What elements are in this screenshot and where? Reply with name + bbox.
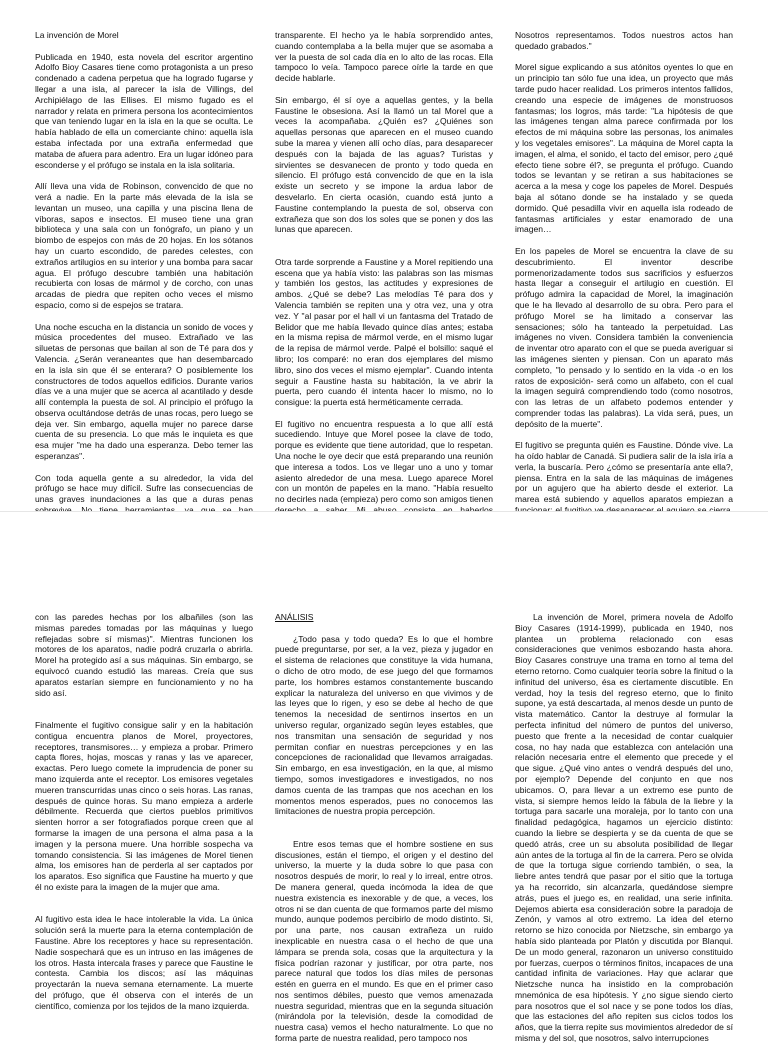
document-page-top: [0, 0, 768, 512]
paragraph: Publicada en 1940, esta novela del escritor argentino Adolfo Bioy Casares tiene como protagonista a un preso condenado a cadena perpetua que ha logrado fugarse y llegar a una isla, al parecer la isla de Villings, del Archipiélago de las Ellises. El mismo fugado es el narrador y relata en primera persona los acontecimientos que van teniendo lugar en la isla en la que se oculta. Le había hablado de ella un comerciante chino: aquella isla estaba infectada por una extraña enfermedad que mataba de afuera para adentro. Era un lugar idóneo para esconderse y el prófugo se instala en la isla solitaria.: [35, 51, 253, 170]
paragraph: Allí lleva una vida de Robinson, convencido de que no verá a nadie. En la parte más elevada de la isla se levantan un museo, una capilla y una piscina llena de víboras, sapos e insectos. El museo tiene una gran biblioteca y una sala con un fonógrafo, un piano y un biombo de espejos con más de 20 hojas. En los sótanos hay un cuarto escondido, de paredes celestes, con extraños artilugios en su interior y una bomba para sacar agua. El prófugo descubre también una habitación recubierta con losas de mármol y de corcho, con unas arcadas de piedra que repiten ocho veces el mismo espacio, como si de espejos se tratara.: [35, 181, 253, 310]
text-column-left: [35, 30, 253, 510]
paragraph: Sin embargo, él sí oye a aquellas gentes, y la bella Faustine le obsesiona. Así la llamó un tal Morel que a veces la acompañaba. ¿Quién es? ¿Quiénes son aquellas personas que aparecen en el museo cuando sube la marea y vienen allí ocho días, para desaparecer después con la bajada de las aguas? Turistas y sirvientes se desvanecen de pronto y todo queda en silencio. El prófugo está convencido de que en la isla existe un secreto y se impone la ardua labor de desvelarlo. En cierta ocasión, cuando está junto a Faustine contemplando la puesta de sol, observa con extrañeza que son dos los soles que se ponen y dos las lunas que aparecen.: [275, 94, 493, 235]
paragraph: con las paredes hechas por los albañiles (son las mismas paredes tomadas por las máquinas y luego reflejadas sobre sí mismas)". Mientras funcionen los motores de los aparatos, nadie podrá cruzarla o abrirla. Morel ha protegido así a sus máquinas. Sin embargo, se equivocó cuando estudió las mareas. Creía que sus aparatos estarían siempre en funcionamiento y no ha sido así.: [35, 612, 253, 698]
paragraph: transparente. El hecho ya le había sorprendido antes, cuando contemplaba a la bella mujer que se asomaba a ver la puesta de sol cada día en lo alto de las rocas. Ella tampoco lo veía. Tampoco parece oírle la tarde en que decide hablarle.: [275, 30, 493, 84]
paragraph: Con toda aquella gente a su alrededor, la vida del prófugo se hace muy difícil. Sufre las consecuencias de unas graves inundaciones a las que a duras penas: [35, 472, 253, 505]
paragraph: Entre esos temas que el hombre sostiene en sus discusiones, están el tiempo, el origen y el destino del universo, la muerte y la duda sobre lo que pasa con nosotros después de morir, lo real y lo irreal, entre otros. De manera general, queda incómoda la idea de que nuestra existencia es inexorable y de que, a veces, los otros ni se dan cuenta de que formamos parte del mismo mundo, aunque podemos percibirlo de modo distinto. Si, por una parte, nos causan extrañeza un ruido inexplicable en nuestra casa o el hecho de que una lámpara se prenda sola, cosas que la arquitectura y la física podrían razonar y justificar, por otra parte, nos parece natural que todos los días miles de personas estén en guerra en el mundo. Es que en el primer caso nos sentimos débiles, puesto que vemos amenazada nuestra seguridad, mientras que en la segunda situación (mirándola por la televisión, desde la comodidad de nuestra casa) vemos el hecho naturalmente. Lo que no forma parte de nuestra realidad, pero tampoco nos: [275, 838, 493, 1044]
paragraph: El fugitivo no encuentra respuesta a lo que allí está sucediendo. Intuye que Morel posee la clave de todo, porque es evidente que tiene autoridad, que lo respetan. Una noche le oye decir que está preparando una reunión que interesa a todos. Los ve llegar uno a uno y tomar asiento alrededor de una mesa. Luego aparece Morel con un montón de papeles en la mano. "Había resuelto no decirles nada (empieza) pero como son amigos tienen: [275, 418, 493, 505]
document-page-bottom: [0, 512, 768, 1044]
text-column-middle: [275, 612, 493, 1044]
paragraph: Finalmente el fugitivo consigue salir y en la habitación contigua encuentra planos de Morel, proyectores, receptores, transmisores… y empieza a probar. Primero capta flores, hojas, moscas y ranas y las ve aparecer, exactas. Pero luego comete la imprudencia de poner su mano izquierda ante el receptor. Los emisores vegetales mueren transcurridas unas cinco o seis horas. Las ranas, después de quince horas. Su mano empieza a arderle débilmente. Recuerda que ciertos pueblos primitivos sienten horror a ser fotografiados porque creen que al formarse la imagen de una persona el alma pasa a la imagen y la persona muere. Una horrible sospecha va tomando consistencia. Si las imágenes de Morel tienen alma, los emisores han de perderla al ser captados por los aparatos. Eso significa que Faustine ha muerto y que él no existe para la imagen de la mujer que ama.: [35, 719, 253, 892]
paragraph: ¿Todo pasa y todo queda? Es lo que el hombre puede preguntarse, por ser, a la vez, pieza y jugador en el sistema de relaciones que constituye la vida humana, o dicho de otro modo, de ese juego del que formamos parte, los hombres estamos constantemente buscando explicar la naturaleza del universo en que vivimos y de las leyes que lo rigen, y eso se debe al hecho de que tenemos la necesidad de sentirnos insertos en un universo regular, organizado según leyes estables, que nos transmitan una sensación de seguridad y nos permitan confiar en nuestras percepciones y en las concepciones de racionalidad que llevamos arraigadas. Sin embargo, en esa investigación, en la que, al mismo tiempo, somos investigadores e investigados, no nos damos cuenta de las trampas que nos acechan en los momentos menos esperados, pues no conocemos las limitaciones de nuestra propia percepción.: [275, 633, 493, 817]
paragraph: Nosotros representamos. Todos nuestros actos han quedado grabados.": [515, 30, 733, 51]
text-column-left: [35, 612, 253, 1022]
text-column-right: [515, 612, 733, 1044]
document-title: La invención de Morel: [35, 30, 119, 40]
paragraph: Al fugitivo esta idea le hace intolerable la vida. La única solución será la muerte para la eterna contemplación de Faustine. Abre los receptores y hace su representación. Nadie sospechará que es un intruso en las imágenes de los otros. Hasta intercala frases y parece que Faustine le contesta. Cambia los discos; así las máquinas proyectarán la nueva semana eternamente. La muerte del prófugo, que él observa con el interés de un científico, comienza por los tejidos de la mano izquierda.: [35, 914, 253, 1011]
paragraph: En los papeles de Morel se encuentra la clave de su descubrimiento. El inventor describe pormenorizadamente todos sus sacrificios y esfuerzos hasta llegar a conseguir el artilugio en cuestión. El prófugo admira la capacidad de Morel, la imaginación que le ha llevado al desarrollo de su obra. Pero para el prófugo Morel se ha limitado a conservar las sensaciones; sólo ha tanteado la perpetuidad. Las imágenes no viven. Considera también la conveniencia de inventar otro aparato con el que se pueda averiguar si las imágenes sienten y piensan. Con un aparato más completo, "lo pensado y lo sentido en la vida -o en los ratos de exposición- será como un alfabeto, con el cual la imagen seguirá comprendiendo todo (como nosotros, con las letras de un alfabeto podemos entender y comprender todas las palabras). La vida será, pues, un depósito de la muerte".: [515, 245, 733, 429]
section-heading: ANÁLISIS: [275, 612, 314, 622]
paragraph: Morel sigue explicando a sus atónitos oyentes lo que en un principio tan sólo fue una idea, un proyecto que más tarde pudo hacer realidad. Los primeros intentos fallidos, creando una especie de imágenes de monstruosos fantasmas; los logros, más tarde: "La hipótesis de que las imágenes tengan alma parece confirmada por los efectos de mi máquina sobre las personas, los animales y los vegetales emisores". La máquina de Morel capta la imagen, el alma, el sonido, el tacto del emisor, pero ¿qué efecto tiene sobre él?, se pregunta el prófugo. Cuando todos se levantan y se retiran a sus habitaciones se acerca a la mesa y coge los papeles de Morel. Después baja al sótano donde se ha instalado y se queda dormido. Qué pesadilla vivir en aquella isla rodeado de fantasmas artificiales y estar enamorado de una imagen…: [515, 62, 733, 235]
paragraph: El fugitivo se pregunta quién es Faustine. Dónde vive. La ha oído hablar de Canadá. Si pudiera salir de la isla iría a verla, la buscaría. Pero ¿cómo se presentaría ante ella?, piensa. Entra en la sala de las máquinas de imágenes por un agujero que ha abierto desde el exterior. La marea está subiendo y aquellos aparatos empiezan a: [515, 440, 733, 505]
paragraph: Una noche escucha en la distancia un sonido de voces y música procedentes del museo. Extrañado ve las siluetas de personas que bailan al son de Té para dos y Valencia. ¿Serán veraneantes que han desembarcado en la isla sin que él se enterara? O posiblemente los constructores de todos aquellos edificios. Durante varios días ve a una mujer que se acerca al acantilado y desde allí contempla la puesta de sol. Al principio el prófugo la observa ocultándose detrás de unas rocas, pero luego se deja ver. Sin embargo, aquella mujer no parece darse cuenta de su presencia. Lo que más le inquieta es que esa mujer "me ha dado una esperanza. Debo temer las esperanzas".: [35, 321, 253, 462]
paragraph: Otra tarde sorprende a Faustine y a Morel repitiendo una escena que ya había visto: las palabras son las mismas y también los gestos, las actitudes y expresiones de ambos. ¿Qué se debe? Las melodías Té para dos y Valencia también se repiten una y otra vez, una y otra vez. Y "al pasar por el hall vi un fantasma del Tratado de Belidor que me había llevado quince días antes; estaba en la misma repisa de mármol verde, en el mismo lugar de la repisa de mármol verde. Palpé el bolsillo: saqué el libro; los comparé: no eran dos ejemplares del mismo libro, sino dos veces el mismo ejemplar". Cuando intenta seguir a Faustine hasta su habitación, la ve abrir la puerta, pero cuando él intenta hacer lo mismo, no lo consigue: la puerta está herméticamente cerrada.: [275, 256, 493, 408]
paragraph: La invención de Morel, primera novela de Adolfo Bioy Casares (1914-1999), publicada en 1940, nos plantea un problema relacionado con esas consideraciones que venimos esbozando hasta ahora. Bioy Casares construye una trama en torno al tema del eterno retorno. Como cualquier teoría sobre la finitud o la infinitud del universo, ésa es ciertamente discutible. En verdad, hoy la tesis del regreso eterno, que lo finito supone, ya está descartada, al menos desde un punto de vista matemático. Cantor la destruye al formular la perfecta infinitud del número de puntos del universo, puesto que frente a la necesidad de contar cualquier cosa, no hay nada que establezca con antelación una relación necesaria entre el elemento que precede y el que sigue. ¿Qué vino antes o vendrá después del uno, por ejemplo? Depende del conjunto en que nos ubicamos. O, para llevar a un extremo ese punto de vista, si siempre hemos leído la fábula de la liebre y la tortuga para sacarle una moraleja, por lo tanto con una finalidad pedagógica, hagamos un ejercicio distinto: cuando la liebre se despierta y se da cuenta de que se quedó atrás, cree un su absoluta posibilidad de llegar aún antes de la tortuga al fin de la carrera. Pero se olvida de que la tortuga sigue corriendo también, o sea, la liebre antes tendrá que pasar por el sitio que la tortuga ya ha recorrido, sin alcanzarla, quedándose siempre atrás, pues el juego es, en realidad, una serie infinita. Dejemos abierta esa consideración sobre la paradoja de Zenón, y vamos al otro extremo. La idea del eterno retorno se hizo conocida por Nietzsche, sin embargo ya había sido planteada por Platón y discutida por Blanqui. De un modo general, razonaron un universo constituido por fuerzas, cuerpos o términos finitos, incapaces de una cantidad infinita de variaciones. Hay que aclarar que Nietzsche nunca ha insistido en la comprobación mnemónica de esa hipótesis. Y ¿no sigue siendo cierto para nosotros que el sol nace y se pone todos los días, que las estaciones del año repiten sus ciclos todos los años, que la tierra repite sus movimientos alrededor de sí misma y del sol, que nosotros, salvo interrupciones: [515, 612, 733, 1044]
text-column-right: [515, 30, 733, 510]
text-column-middle: [275, 30, 493, 510]
